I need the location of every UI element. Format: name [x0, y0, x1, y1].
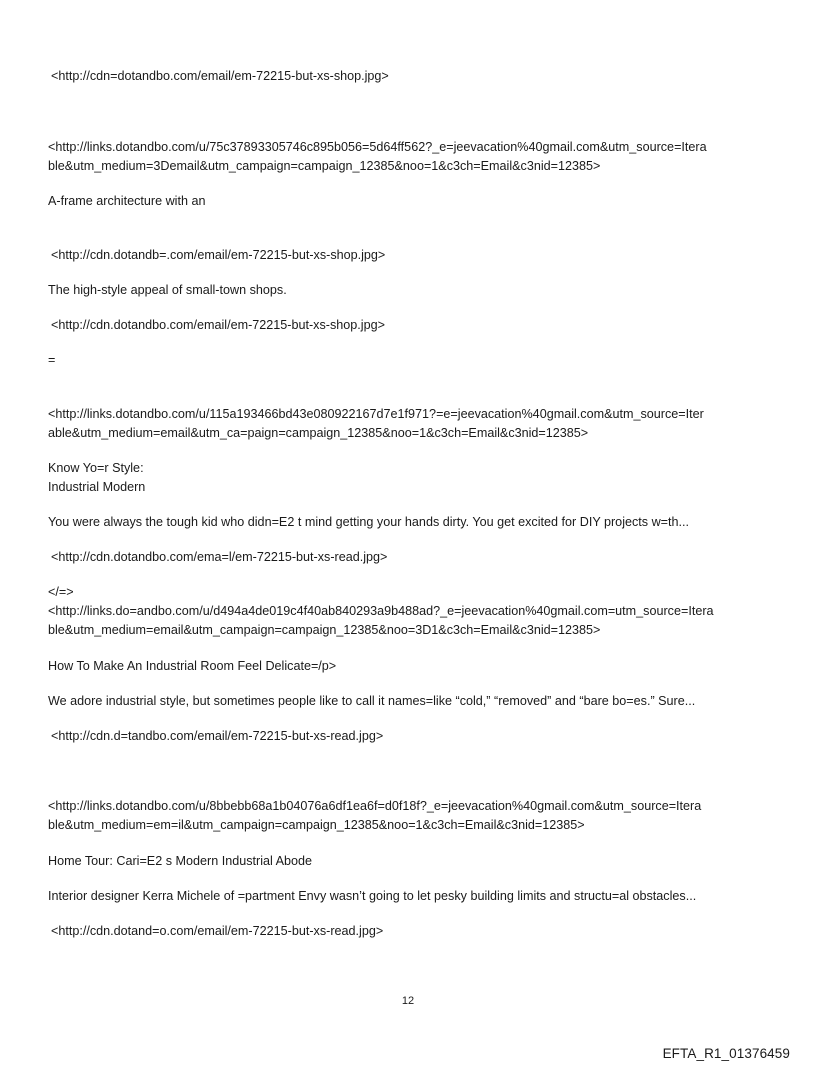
text-line: You were always the tough kid who didn=E2 t mind getting your hands dirty. You get excited for DIY projects w=th... [48, 515, 690, 529]
tracking-link-line: able&utm_medium=email&utm_ca=paign=campaign_12385&noo=1&c3ch=Email&c3nid=12385> [48, 426, 589, 440]
image-link-line: <http://cdn.dotand=o.com/email/em-72215-but-xs-read.jpg> [51, 924, 384, 938]
tracking-link-line: ble&utm_medium=email&utm_campaign=campaign_12385&noo=3D1&c3ch=Email&c3nid=12385> [48, 623, 601, 637]
tracking-link-line: <http://links.dotandbo.com/u/115a193466bd43e080922167d7e1f971?=e=jeevacation%40gmail.com&utm_source=Iter [48, 407, 704, 421]
tracking-link-line: <http://links.dotandbo.com/u/8bbebb68a1b04076a6df1ea6f=d0f18f?_e=jeevacation%40gmail.com&utm_source=Itera [48, 799, 702, 813]
tracking-link-line: ble&utm_medium=3Demail&utm_campaign=campaign_12385&noo=1&c3ch=Email&c3nid=12385> [48, 159, 601, 173]
text-line: = [48, 353, 56, 367]
image-link-line: <http://cdn.dotandbo.com/ema=l/em-72215-but-xs-read.jpg> [51, 550, 388, 564]
heading-line: Know Yo=r Style: [48, 461, 144, 475]
heading-line: Home Tour: Cari=E2 s Modern Industrial Abode [48, 854, 313, 868]
image-link-line: <http://cdn.d=tandbo.com/email/em-72215-but-xs-read.jpg> [51, 729, 384, 743]
heading-line: How To Make An Industrial Room Feel Delicate=/p> [48, 659, 337, 673]
image-link-line: <http://cdn.dotandbo.com/email/em-72215-but-xs-shop.jpg> [51, 318, 385, 332]
text-line: A-frame architecture with an [48, 194, 206, 208]
text-line: Interior designer Kerra Michele of =partment Envy wasn’t going to let pesky building limits and structu=al obstacles... [48, 889, 697, 903]
tracking-link-line: <http://links.dotandbo.com/u/75c37893305746c895b056=5d64ff562?_e=jeevacation%40gmail.com&utm_source=Itera [48, 140, 707, 154]
image-link-line: <http://cdn=dotandbo.com/email/em-72215-but-xs-shop.jpg> [51, 69, 389, 83]
image-link-line: <http://cdn.dotandb=.com/email/em-72215-but-xs-shop.jpg> [51, 248, 386, 262]
page-number: 12 [401, 995, 415, 1007]
text-line: We adore industrial style, but sometimes people like to call it names=like “cold,” “removed” and “bare bo=es.” Sure... [48, 694, 696, 708]
bates-number: EFTA_R1_01376459 [662, 1046, 790, 1061]
text-line: The high-style appeal of small-town shops. [48, 283, 287, 297]
text-line: </=> [48, 585, 74, 599]
tracking-link-line: ble&utm_medium=em=il&utm_campaign=campaign_12385&noo=1&c3ch=Email&c3nid=12385> [48, 818, 585, 832]
heading-line: Industrial Modern [48, 480, 146, 494]
tracking-link-line: <http://links.do=andbo.com/u/d494a4de019c4f40ab840293a9b488ad?_e=jeevacation%40gmail.com=utm_source=Itera [48, 604, 714, 618]
